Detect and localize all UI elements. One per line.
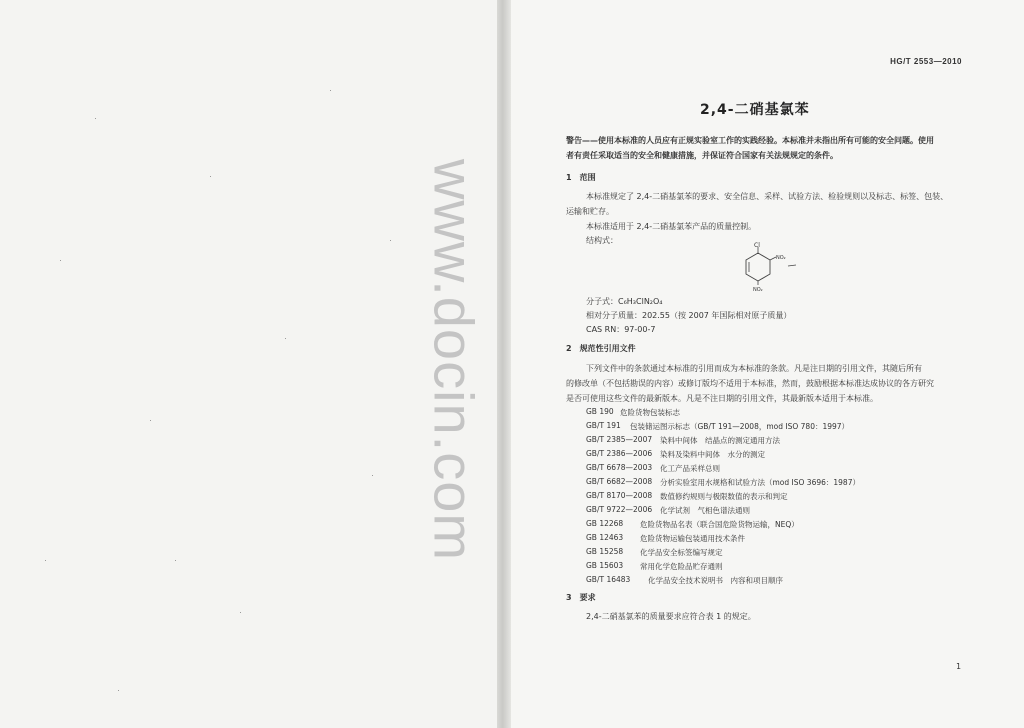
section-2-heading: 2 规范性引用文件 (566, 344, 636, 353)
reference-code: GB/T 6682—2008 (586, 477, 653, 486)
warning-line-2: 者有责任采取适当的安全和健康措施，并保证符合国家有关法规规定的条件。 (566, 151, 838, 160)
nitro-label-bottom: NO₂ (753, 287, 763, 291)
watermark-text: www.docin.com (422, 158, 486, 562)
reference-code: GB 190 (586, 407, 614, 416)
reference-code: GB 15603 (586, 561, 624, 570)
reference-title: 化学品安全标签编写规定 (640, 548, 723, 557)
cas-number: CAS RN：97-00-7 (586, 325, 656, 334)
requirements-line: 2,4-二硝基氯苯的质量要求应符合表 1 的规定。 (586, 612, 756, 621)
scope-line-2: 运输和贮存。 (566, 207, 614, 216)
chlorine-label: Cl (754, 242, 760, 249)
section-3-heading: 3 要求 (566, 593, 596, 602)
structural-formula-diagram (736, 241, 806, 291)
reference-title: 包装储运图示标志（GB/T 191—2008，mod ISO 780：1997） (630, 422, 850, 431)
book-gutter (497, 0, 511, 728)
reference-title: 危险货物运输包装通用技术条件 (640, 534, 745, 543)
nitro-label-right: NO₂ (776, 255, 786, 261)
normative-intro-1: 下列文件中的条款通过本标准的引用而成为本标准的条款。凡是注日期的引用文件，其随后所有 (586, 364, 922, 373)
section-1-heading: 1 范围 (566, 173, 596, 182)
reference-title: 染料及染料中间体 水分的测定 (660, 450, 765, 459)
reference-title: 危险货物品名表（联合国危险货物运输，NEQ） (640, 520, 799, 529)
reference-code: GB 12463 (586, 533, 624, 542)
normative-intro-3: 是否可使用这些文件的最新版本。凡是不注日期的引用文件，其最新版本适用于本标准。 (566, 394, 878, 403)
reference-title: 危险货物包装标志 (620, 408, 680, 417)
reference-code: GB/T 2386—2006 (586, 449, 653, 458)
page-number: 1 (956, 662, 962, 671)
reference-code: GB/T 16483 (586, 575, 631, 584)
normative-intro-2: 的修改单（不包括勘误的内容）或修订版均不适用于本标准，然而，鼓励根据本标准达成协议的各方研究 (566, 379, 934, 388)
molecular-mass: 相对分子质量：202.55（按 2007 年国际相对原子质量） (586, 311, 792, 320)
reference-title: 常用化学危险品贮存通则 (640, 562, 723, 571)
watermark (422, 158, 486, 562)
molecular-formula: 分子式：C₆H₃ClN₂O₄ (586, 297, 663, 306)
structure-label: 结构式： (586, 236, 618, 245)
reference-title: 化工产品采样总则 (660, 464, 720, 473)
reference-code: GB 12268 (586, 519, 624, 528)
reference-code: GB/T 8170—2008 (586, 491, 653, 500)
warning-line-1: 警告——使用本标准的人员应有正规实验室工作的实践经验。本标准并未指出所有可能的安全问题。使用 (566, 136, 934, 145)
reference-title: 化学试剂 气相色谱法通则 (660, 506, 750, 515)
reference-code: GB/T 2385—2007 (586, 435, 653, 444)
reference-code: GB 15258 (586, 547, 624, 556)
document-title: 2,4-二硝基氯苯 (700, 102, 810, 118)
scope-line-1: 本标准规定了 2,4-二硝基氯苯的要求、安全信息、采样、试验方法、检验规则以及标志、标签、包装、 (586, 192, 949, 201)
benzene-ring (746, 253, 770, 281)
reference-title: 染料中间体 结晶点的测定通用方法 (660, 436, 780, 445)
reference-code: GB/T 191 (586, 421, 621, 430)
standard-code: HG/T 2553—2010 (890, 57, 962, 66)
reference-code: GB/T 9722—2006 (586, 505, 653, 514)
reference-code: GB/T 6678—2003 (586, 463, 653, 472)
reference-title: 数值修约规则与极限数值的表示和判定 (660, 492, 788, 501)
scope-line-3: 本标准适用于 2,4-二硝基氯苯产品的质量控制。 (586, 222, 757, 231)
reference-title: 化学品安全技术说明书 内容和项目顺序 (648, 576, 783, 585)
reference-title: 分析实验室用水规格和试验方法（mod ISO 3696：1987） (660, 478, 860, 487)
